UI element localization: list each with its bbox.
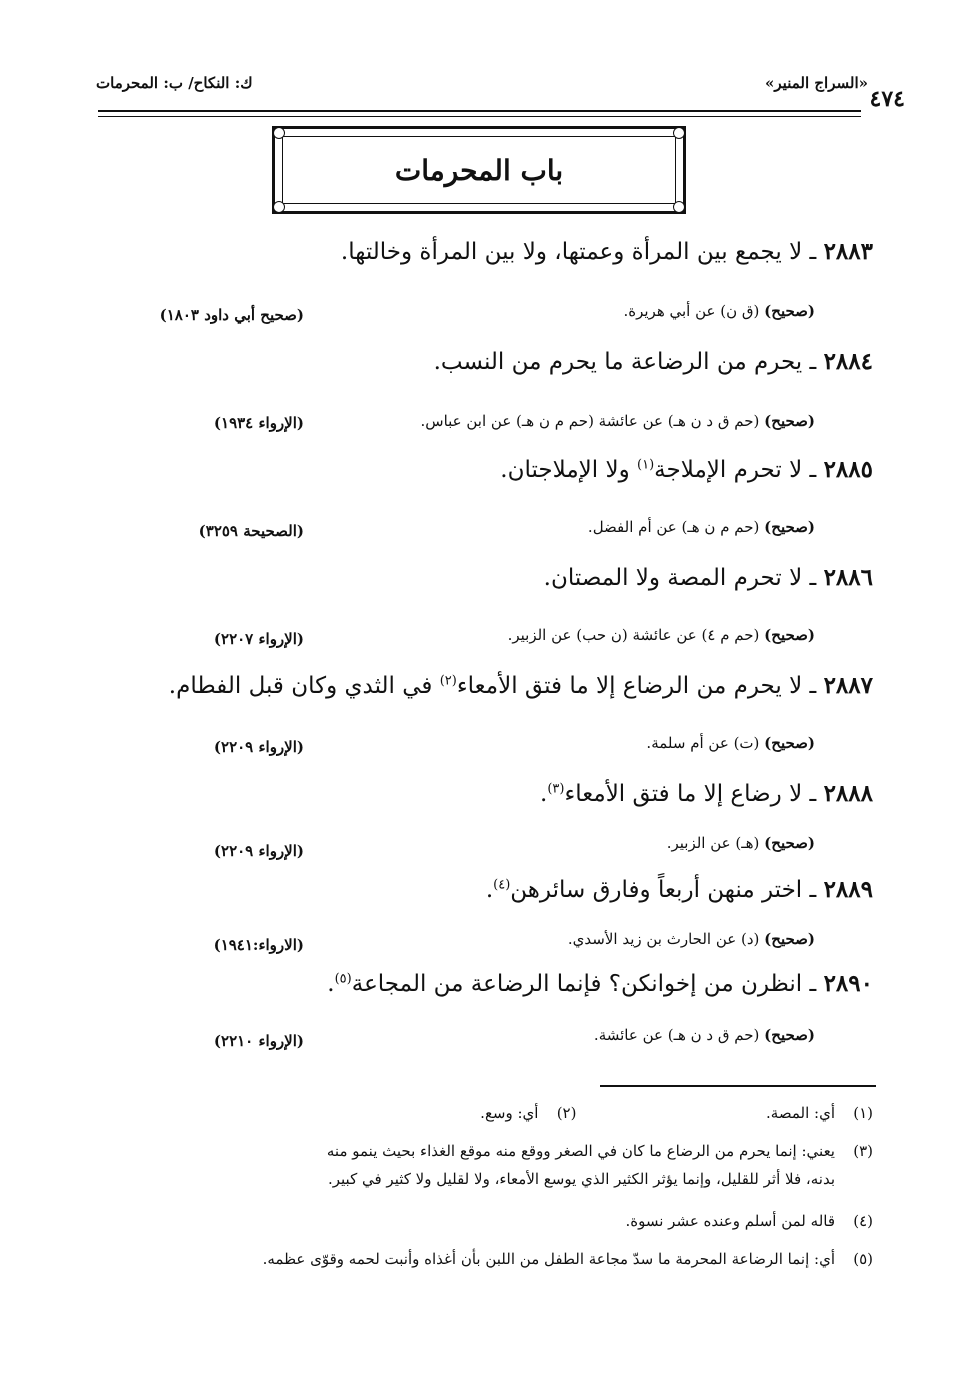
hadith-reference: (الإرواء ٢٢٠٩) bbox=[213, 738, 304, 756]
hadith-source bbox=[255, 734, 815, 752]
hadith-source bbox=[255, 626, 815, 644]
hadith-source bbox=[255, 302, 815, 320]
chapter-title: ك: النكاح/ ب: المحرمات bbox=[96, 74, 253, 92]
hadith-source-text: (حم م ٤) عن عائشة (ن حب) عن الزبير. bbox=[507, 626, 760, 644]
hadith-source bbox=[255, 518, 815, 536]
book-title: «السراج المنير» bbox=[765, 74, 868, 92]
section-title: باب المحرمات bbox=[394, 153, 564, 187]
hadith-text: ٢٨٨٧ ـ لا يحرم من الرضاع إلا ما فتق الأمعاء$^{(٢)}$ في الثدي وكان قبل الفطام. bbox=[168, 672, 873, 699]
footnote-marker[interactable]: (٢) bbox=[439, 673, 457, 689]
hadith-body: انظرن من إخوانكن؟ فإنما الرضاعة من المجاعة bbox=[351, 971, 803, 997]
hadith-body-cont: في الثدي وكان قبل الفطام. bbox=[168, 673, 440, 699]
hadith-number: ٢٨٨٦ bbox=[823, 564, 873, 591]
footnote-number: (٣) bbox=[853, 1142, 873, 1160]
footnote-line bbox=[103, 1138, 873, 1164]
hadith-body: لا تحرم الإملاجة bbox=[654, 457, 803, 483]
hadith-body: اختر منهن أربعاً وفارق سائرهن bbox=[510, 877, 803, 903]
hadith-text: ٢٨٩٠ ـ انظرن من إخوانكن؟ فإنما الرضاعة من المجاعة$^{(٥)}$. bbox=[327, 970, 873, 997]
footnote-marker[interactable]: (٥) bbox=[334, 971, 352, 987]
footnote-number: (١) bbox=[853, 1104, 873, 1122]
hadith-source-text: (هـ) عن الزبير. bbox=[666, 834, 760, 852]
hadith-grade: (صحيح) bbox=[764, 734, 815, 752]
footnote-marker[interactable]: (١) bbox=[637, 457, 655, 473]
hadith-grade: (صحيح) bbox=[764, 626, 815, 644]
hadith-source-text: (حم ق د ن هـ) عن عائشة (حم م ن هـ) عن ابن عباس. bbox=[420, 412, 760, 430]
hadith-reference: (صحيح أبي داود ١٨٠٣) bbox=[159, 306, 304, 324]
hadith-body: لا رضاع إلا ما فتق الأمعاء bbox=[564, 781, 803, 807]
hadith-number: ٢٨٨٥ bbox=[823, 456, 873, 483]
hadith-reference: (الصحيحة ٣٢٥٩) bbox=[198, 522, 304, 540]
hadith-text: ٢٨٨٨ ـ لا رضاع إلا ما فتق الأمعاء$^{(٣)}$. bbox=[540, 780, 873, 807]
hadith-reference: (الارواء:١٩٤١) bbox=[213, 936, 304, 954]
hadith-body-cont: . bbox=[540, 781, 548, 807]
footnote-text: أي: المصة. bbox=[766, 1104, 835, 1122]
footnote-number: (٢) bbox=[556, 1104, 577, 1122]
hadith-body-cont: . bbox=[327, 971, 335, 997]
hadith-grade: (صحيح) bbox=[764, 412, 815, 430]
header-rule bbox=[98, 110, 861, 112]
hadith-body: لا يجمع بين المرأة وعمتها، ولا بين المرأة وخالتها. bbox=[340, 239, 803, 265]
hadith-body: لا يحرم من الرضاع إلا ما فتق الأمعاء bbox=[456, 673, 803, 699]
hadith-source bbox=[255, 930, 815, 948]
section-title-inner-frame bbox=[282, 136, 676, 204]
hadith-reference: (الإرواء ٢٢٠٧) bbox=[213, 630, 304, 648]
hadith-body-cont: . bbox=[485, 877, 494, 903]
hadith-number: ٢٨٨٤ bbox=[823, 348, 873, 375]
hadith-number: ٢٨٨٣ bbox=[823, 238, 873, 265]
hadith-source-text: (ت) عن أم سلمة. bbox=[646, 734, 760, 752]
hadith-number: ٢٨٨٩ bbox=[823, 876, 873, 903]
footnote-line bbox=[103, 1166, 835, 1192]
frame-corner-ornament bbox=[673, 201, 685, 213]
hadith-grade: (صحيح) bbox=[764, 302, 815, 320]
frame-corner-ornament bbox=[273, 127, 285, 139]
hadith-reference: (الإرواء ١٩٣٤) bbox=[213, 414, 304, 432]
hadith-reference: (الإرواء ٢٢١٠) bbox=[213, 1032, 304, 1050]
hadith-number: ٢٨٩٠ bbox=[823, 970, 873, 997]
hadith-source-text: (د) عن الحارث بن زيد الأسدي. bbox=[567, 930, 760, 948]
hadith-source bbox=[255, 834, 815, 852]
hadith-text: ٢٨٨٩ ـ اختر منهن أربعاً وفارق سائرهن$^{(٤)}$. bbox=[485, 876, 873, 903]
footnote-separator bbox=[600, 1085, 876, 1087]
hadith-number: ٢٨٨٧ bbox=[823, 672, 873, 699]
footnote-marker[interactable]: (٣) bbox=[547, 781, 565, 797]
hadith-body: يحرم من الرضاعة ما يحرم من النسب. bbox=[433, 349, 803, 375]
footnote-line bbox=[103, 1246, 873, 1272]
hadith-text: ٢٨٨٣ ـ لا يجمع بين المرأة وعمتها، ولا بين المرأة وخالتها. bbox=[340, 238, 873, 265]
header-rule-thin bbox=[98, 116, 861, 117]
hadith-grade: (صحيح) bbox=[764, 834, 815, 852]
hadith-source-text: (حم ق د ن هـ) عن عائشة. bbox=[593, 1026, 760, 1044]
hadith-source bbox=[255, 412, 815, 430]
hadith-source-text: (حم م ن هـ) عن أم الفضل. bbox=[587, 518, 760, 536]
footnote-text: قاله لمن أسلم وعنده عشر نسوة. bbox=[625, 1212, 835, 1230]
footnote-marker[interactable]: (٤) bbox=[493, 877, 511, 893]
footnote-number: (٥) bbox=[853, 1250, 873, 1268]
hadith-number: ٢٨٨٨ bbox=[823, 780, 873, 807]
hadith-text: ٢٨٨٦ ـ لا تحرم المصة ولا المصتان. bbox=[543, 564, 873, 591]
hadith-grade: (صحيح) bbox=[764, 1026, 815, 1044]
footnote-text: بدنه، فلا أثر للقليل، وإنما يؤثر الكثير الذي يوسع الأمعاء، ولا لقليل ولا كثير في كبير. bbox=[327, 1170, 835, 1188]
hadith-source bbox=[255, 1026, 815, 1044]
hadith-body: لا تحرم المصة ولا المصتان. bbox=[543, 565, 803, 591]
page-number: ٤٧٤ bbox=[869, 86, 905, 112]
footnote-text: أي: إنما الرضاعة المحرمة ما سدّ مجاعة الطفل من اللبن بأن أغذاه وأنبت لحمه وقوّى عظمه. bbox=[262, 1250, 835, 1268]
hadith-text: ٢٨٨٤ ـ يحرم من الرضاعة ما يحرم من النسب. bbox=[433, 348, 873, 375]
hadith-grade: (صحيح) bbox=[764, 518, 815, 536]
section-title-frame bbox=[272, 126, 686, 214]
footnote-line bbox=[103, 1208, 873, 1234]
running-header bbox=[96, 68, 868, 108]
footnote-text: أي: وسع. bbox=[480, 1104, 539, 1122]
frame-corner-ornament bbox=[273, 201, 285, 213]
hadith-body-cont: ولا الإملاجتان. bbox=[500, 457, 638, 483]
footnote-number: (٤) bbox=[853, 1212, 873, 1230]
hadith-grade: (صحيح) bbox=[764, 930, 815, 948]
hadith-source-text: (ق ن) عن أبي هريرة. bbox=[623, 302, 760, 320]
footnote-line bbox=[103, 1100, 873, 1126]
hadith-text: ٢٨٨٥ ـ لا تحرم الإملاجة$^{(١)}$ ولا الإملاجتان. bbox=[500, 456, 873, 483]
footnote-text: يعني: إنما يحرم من الرضاع ما كان في الصغر ووقع منه موقع الغذاء بحيث ينمو منه bbox=[326, 1142, 835, 1160]
frame-corner-ornament bbox=[673, 127, 685, 139]
hadith-reference: (الإرواء ٢٢٠٩) bbox=[213, 842, 304, 860]
